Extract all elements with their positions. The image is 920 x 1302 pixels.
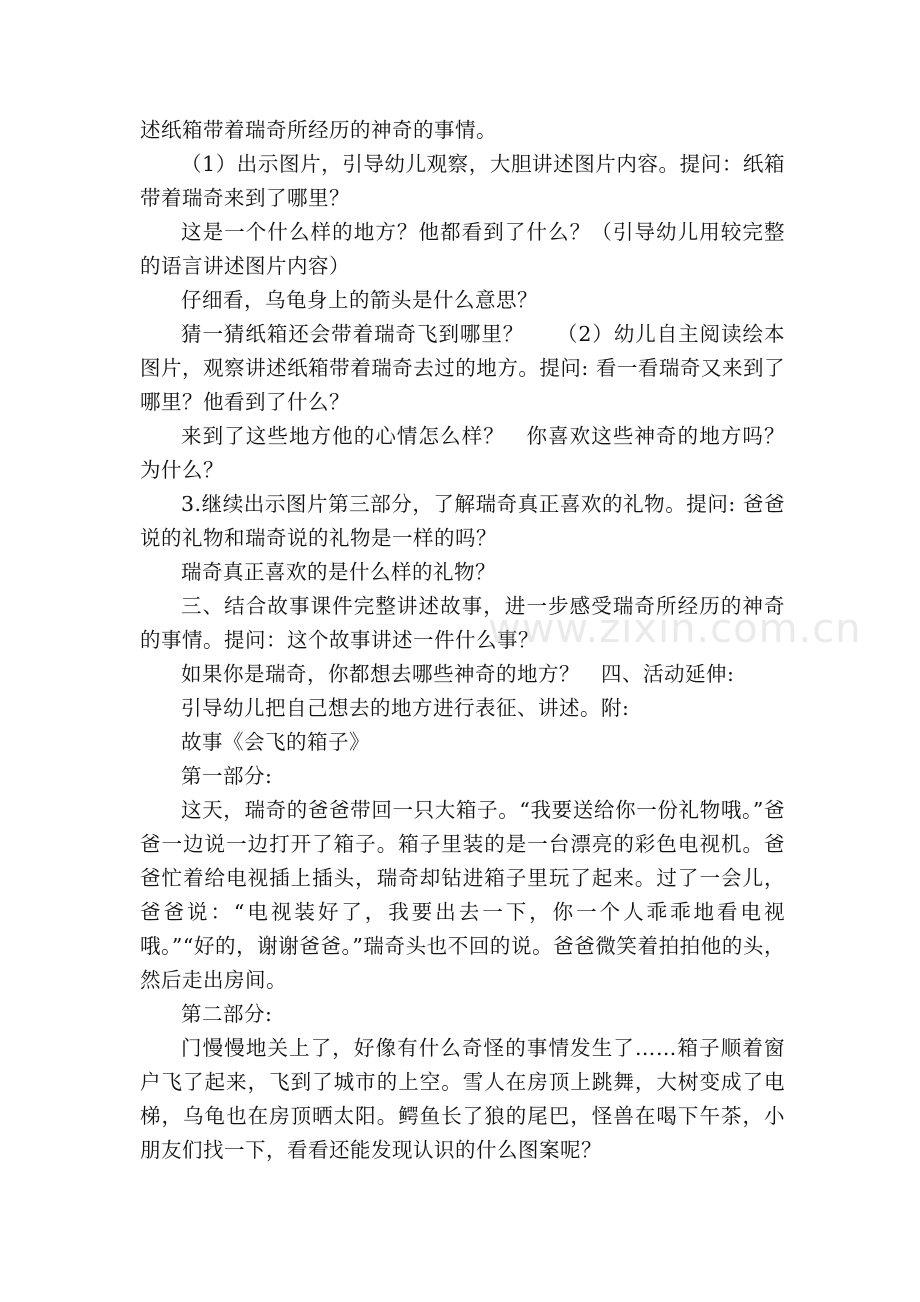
paragraph-step-1: （1）出示图片，引导幼儿观察，大胆讲述图片内容。提问：纸箱带着瑞奇来到了哪里？ bbox=[140, 152, 785, 210]
paragraph-section-4: 如果你是瑞奇，你都想去哪些神奇的地方？ 四、活动延伸: bbox=[181, 662, 735, 686]
document-body bbox=[140, 113, 785, 1167]
watermark-text: www.zixin.com.cn bbox=[488, 606, 862, 652]
paragraph-extension: 引导幼儿把自己想去的地方进行表征、讲述。附: bbox=[181, 696, 630, 720]
paragraph-continuation: 述纸箱带着瑞奇所经历的神奇的事情。 bbox=[140, 118, 497, 142]
paragraph-step-3: 3.继续出示图片第三部分，了解瑞奇真正喜欢的礼物。提问: 爸爸说的礼物和瑞奇说的礼物是一样的吗？ bbox=[140, 492, 785, 550]
part-1-heading: 第一部分: bbox=[181, 764, 273, 788]
paragraph-question-place: 这是一个什么样的地方？他都看到了什么？（引导幼儿用较完整的语言讲述图片内容） bbox=[140, 220, 785, 278]
part-2-heading: 第二部分: bbox=[181, 1002, 273, 1026]
part-1-text: 这天，瑞奇的爸爸带回一只大箱子。“我要送给你一份礼物哦。”爸爸一边说一边打开了箱子。箱子里装的是一台漂亮的彩色电视机。爸爸忙着给电视插上插头，瑞奇却钻进箱子里玩了起来。过了一会儿，爸爸说：“电视装好了，我要出去一下，你一个人乖乖地看电视哦。”“好的，谢谢爸爸。”瑞奇头也不回的说。爸爸微笑着拍拍他的头，然后走出房间。 bbox=[140, 798, 785, 992]
paragraph-step-2: 猜一猜纸箱还会带着瑞奇飞到哪里？ （2）幼儿自主阅读绘本图片，观察讲述纸箱带着瑞奇去过的地方。提问: 看一看瑞奇又来到了哪里？他看到了什么？ bbox=[140, 322, 785, 414]
paragraph-section-3: 三、结合故事课件完整讲述故事，进一步感受瑞奇所经历的神奇的事情。提问：这个故事讲述一件什么事？ bbox=[140, 594, 785, 652]
story-title: 故事《会飞的箱子》 bbox=[181, 730, 370, 754]
paragraph-question-mood: 来到了这些地方他的心情怎么样？ 你喜欢这些神奇的地方吗？为什么？ bbox=[140, 424, 785, 482]
paragraph-question-gift: 瑞奇真正喜欢的是什么样的礼物？ bbox=[181, 560, 496, 584]
part-2-text: 门慢慢地关上了，好像有什么奇怪的事情发生了……箱子顺着窗户飞了起来，飞到了城市的上空。雪人在房顶上跳舞，大树变成了电梯，乌龟也在房顶晒太阳。鳄鱼长了狼的尾巴，怪兽在喝下午茶，小朋友们找一下，看看还能发现认识的什么图案呢？ bbox=[140, 1036, 785, 1162]
paragraph-question-arrow: 仔细看，乌龟身上的箭头是什么意思？ bbox=[181, 288, 538, 312]
